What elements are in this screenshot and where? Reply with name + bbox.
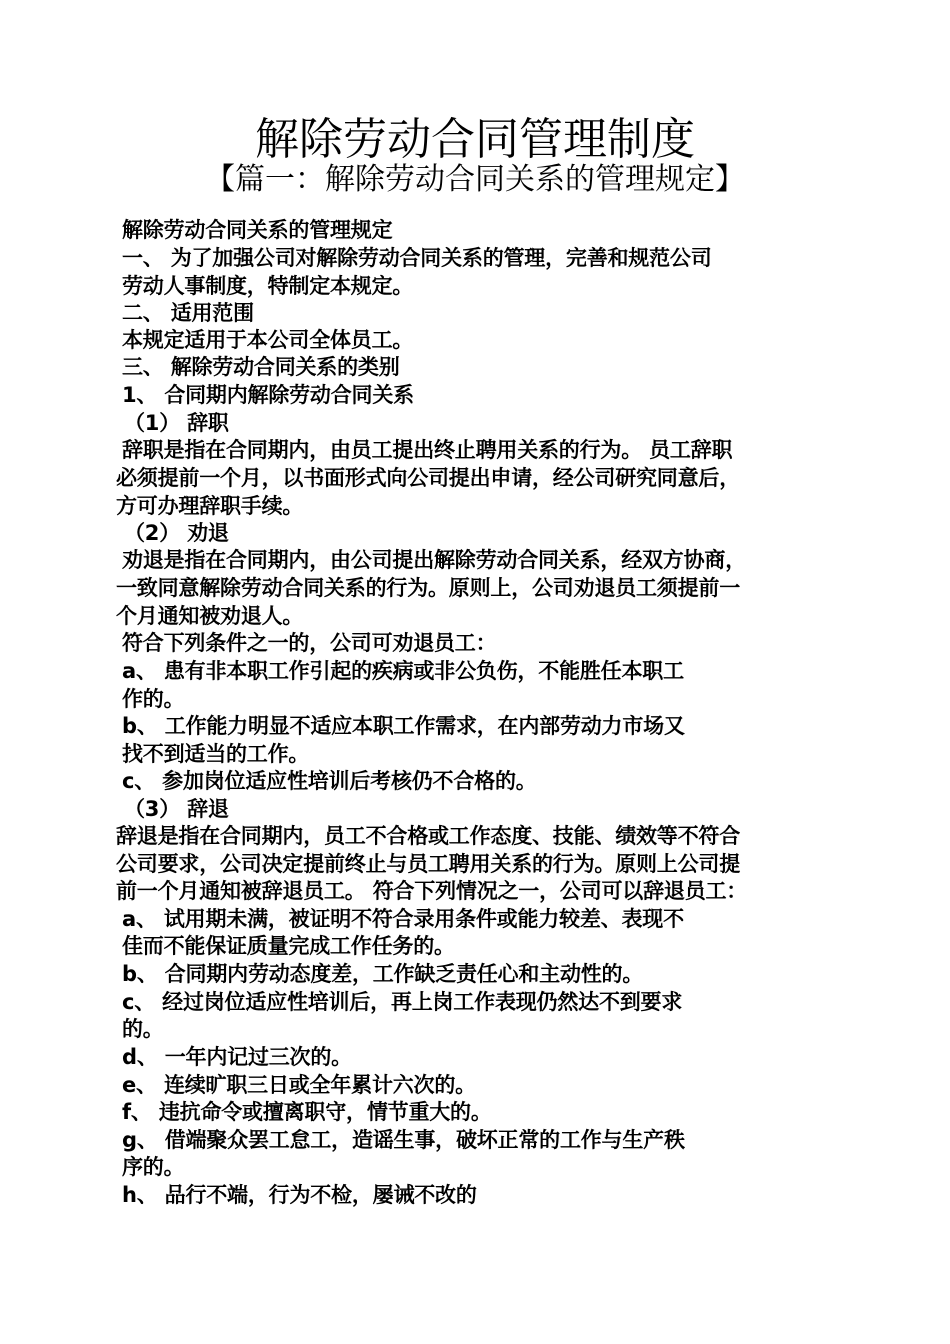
list-item: a、 患有非本职工作引起的疾病或非公负伤，不能胜任本职工 xyxy=(122,659,684,683)
paragraph-line: 方可办理辞职手续。 xyxy=(116,494,304,518)
list-item-continuation: 佳而不能保证质量完成工作任务的。 xyxy=(122,934,455,958)
list-item: g、 借端聚众罢工怠工，造谣生事，破坏正常的工作与生产秩 xyxy=(122,1128,685,1152)
paragraph-line: 必须提前一个月，以书面形式向公司提出申请，经公司研究同意后， xyxy=(116,466,740,490)
paragraph-line: 公司要求，公司决定提前终止与员工聘用关系的行为。原则上公司提 xyxy=(116,852,740,876)
list-item: b、 工作能力明显不适应本职工作需求，在内部劳动力市场又 xyxy=(122,714,685,738)
paragraph-line: 本规定适用于本公司全体员工。 xyxy=(122,328,414,352)
paragraph-line: 辞职是指在合同期内，由员工提出终止聘用关系的行为。 员工辞职 xyxy=(122,438,733,462)
paragraph-line: 个月通知被劝退人。 xyxy=(116,604,304,628)
paragraph-line: 符合下列条件之一的，公司可劝退员工： xyxy=(122,631,497,655)
document-title: 解除劳动合同管理制度 xyxy=(255,114,695,165)
list-item-continuation: 作的。 xyxy=(122,687,185,711)
section-heading: 解除劳动合同关系的管理规定 xyxy=(122,218,393,242)
list-item: f、 违抗命令或擅离职守，情节重大的。 xyxy=(122,1100,492,1124)
paragraph-line: 一、 为了加强公司对解除劳动合同关系的管理，完善和规范公司 xyxy=(122,246,712,270)
subsection-heading: （1） 辞职 xyxy=(124,411,229,435)
subsection-heading: 1、 合同期内解除劳动合同关系 xyxy=(122,383,414,407)
document-subtitle: 【篇一：解除劳动合同关系的管理规定】 xyxy=(205,162,745,197)
paragraph-line: 劝退是指在合同期内，由公司提出解除劳动合同关系，经双方协商， xyxy=(122,548,746,572)
list-item: c、 参加岗位适应性培训后考核仍不合格的。 xyxy=(122,769,537,793)
paragraph-line: 一致同意解除劳动合同关系的行为。原则上，公司劝退员工须提前一 xyxy=(116,576,740,600)
paragraph-line: 前一个月通知被辞退员工。 符合下列情况之一，公司可以辞退员工： xyxy=(116,879,748,903)
list-item-continuation: 找不到适当的工作。 xyxy=(122,742,310,766)
section-heading: 三、 解除劳动合同关系的类别 xyxy=(122,355,400,379)
paragraph-line: 劳动人事制度，特制定本规定。 xyxy=(122,274,414,298)
paragraph-line: 辞退是指在合同期内，员工不合格或工作态度、技能、绩效等不符合 xyxy=(116,824,740,848)
subsection-heading: （3） 辞退 xyxy=(124,797,229,821)
list-item-continuation: 的。 xyxy=(122,1017,164,1041)
list-item: h、 品行不端，行为不检，屡诫不改的 xyxy=(122,1183,477,1207)
list-item-continuation: 序的。 xyxy=(122,1155,185,1179)
list-item: a、 试用期未满，被证明不符合录用条件或能力较差、表现不 xyxy=(122,907,684,931)
subsection-heading: （2） 劝退 xyxy=(124,521,229,545)
section-heading: 二、 适用范围 xyxy=(122,301,254,325)
list-item: e、 连续旷职三日或全年累计六次的。 xyxy=(122,1073,476,1097)
list-item: c、 经过岗位适应性培训后，再上岗工作表现仍然达不到要求 xyxy=(122,990,683,1014)
list-item: b、 合同期内劳动态度差，工作缺乏责任心和主动性的。 xyxy=(122,962,644,986)
list-item: d、 一年内记过三次的。 xyxy=(122,1045,352,1069)
